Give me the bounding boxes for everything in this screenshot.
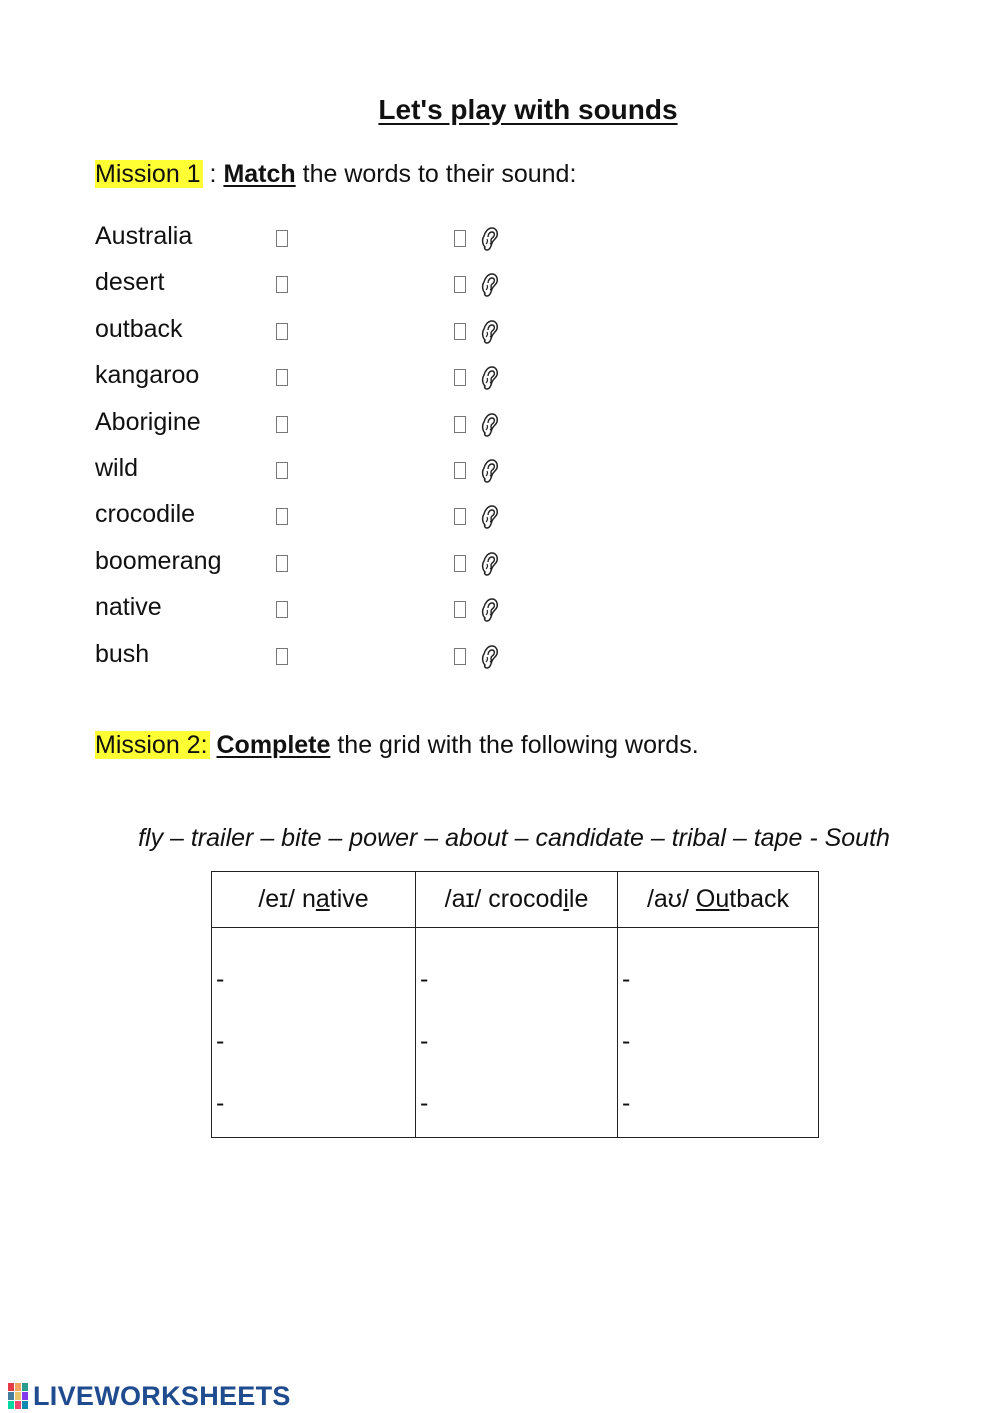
match-row <box>95 593 595 633</box>
liveworksheets-logo <box>8 1379 291 1413</box>
ear-icon[interactable] <box>479 411 499 439</box>
match-word: outback <box>95 314 183 343</box>
sound-match-point[interactable] <box>454 648 466 665</box>
mission-2-keyword: Complete <box>216 731 331 759</box>
match-row <box>95 222 595 262</box>
sound-match-point[interactable] <box>454 369 466 386</box>
ear-icon[interactable] <box>479 596 499 624</box>
ear-icon[interactable] <box>479 457 499 485</box>
sound-grid <box>211 871 819 1138</box>
mission-2-label: Mission 2: <box>95 731 208 759</box>
match-row <box>95 268 595 308</box>
answer-line[interactable]: - <box>420 965 429 993</box>
grid-cell-ei[interactable] <box>212 928 416 1138</box>
match-row <box>95 500 595 540</box>
answer-line[interactable]: - <box>420 1089 429 1117</box>
match-word: bush <box>95 639 150 668</box>
word-match-point[interactable] <box>276 276 288 293</box>
sound-match-point[interactable] <box>454 601 466 618</box>
word-match-point[interactable] <box>276 416 288 433</box>
match-word: crocodile <box>95 500 196 529</box>
sound-match-point[interactable] <box>454 508 466 525</box>
grid-cell-au[interactable] <box>618 928 819 1138</box>
match-word: native <box>95 593 162 622</box>
mission-1-instruction <box>95 160 576 189</box>
sound-match-point[interactable] <box>454 230 466 247</box>
page-title: Let's play with sounds <box>378 94 678 125</box>
word-match-point[interactable] <box>276 369 288 386</box>
answer-line[interactable]: - <box>622 1089 631 1117</box>
mission-2-instruction <box>95 731 699 760</box>
sound-match-point[interactable] <box>454 416 466 433</box>
match-word: wild <box>95 454 139 482</box>
match-row <box>95 547 595 587</box>
match-row <box>95 408 595 448</box>
word-match-point[interactable] <box>276 601 288 618</box>
sound-match-point[interactable] <box>454 462 466 479</box>
word-match-point[interactable] <box>276 648 288 665</box>
logo-text: LIVEWORKSHEETS <box>33 1380 291 1411</box>
match-row <box>95 454 595 494</box>
ear-icon[interactable] <box>479 225 499 253</box>
mission-2-text: the grid with the following words. <box>330 731 699 759</box>
sound-match-point[interactable] <box>454 276 466 293</box>
sound-match-point[interactable] <box>454 323 466 340</box>
answer-line[interactable]: - <box>216 1089 225 1117</box>
ear-icon[interactable] <box>479 318 499 346</box>
mission-1-keyword: Match <box>223 160 296 188</box>
sound-match-point[interactable] <box>454 555 466 572</box>
mission-1-label: Mission 1 <box>95 160 201 188</box>
word-match-point[interactable] <box>276 508 288 525</box>
match-word: boomerang <box>95 546 222 575</box>
word-match-point[interactable] <box>276 462 288 479</box>
ear-icon[interactable] <box>479 271 499 299</box>
answer-line[interactable]: - <box>622 1027 631 1055</box>
ear-icon[interactable] <box>479 550 499 578</box>
match-row <box>95 640 595 680</box>
match-word: Aborigine <box>95 407 201 436</box>
grid-header-au: /aʊ/ Outback <box>618 872 819 928</box>
grid-header-ei: /eɪ/ native <box>212 872 416 928</box>
match-word: Australia <box>95 222 193 250</box>
grid-header-ai: /aɪ/ crocodile <box>416 872 618 928</box>
match-row <box>95 315 595 355</box>
match-word: desert <box>95 268 165 297</box>
match-word: kangaroo <box>95 361 200 390</box>
logo-mark-icon <box>8 1383 30 1409</box>
word-bank: fly – trailer – bite – power – about – candidate – tribal – tape - South <box>138 824 890 852</box>
match-row <box>95 361 595 401</box>
answer-line[interactable]: - <box>216 1027 225 1055</box>
word-match-point[interactable] <box>276 555 288 572</box>
ear-icon[interactable] <box>479 503 499 531</box>
mission-1-text: the words to their sound: <box>295 160 577 188</box>
ear-icon[interactable] <box>479 364 499 392</box>
word-match-point[interactable] <box>276 323 288 340</box>
word-match-point[interactable] <box>276 230 288 247</box>
answer-line[interactable]: - <box>216 965 225 993</box>
ear-icon[interactable] <box>479 643 499 671</box>
answer-line[interactable]: - <box>420 1027 429 1055</box>
grid-cell-ai[interactable] <box>416 928 618 1138</box>
answer-line[interactable]: - <box>622 965 631 993</box>
mission-1-separator: : <box>202 160 224 188</box>
